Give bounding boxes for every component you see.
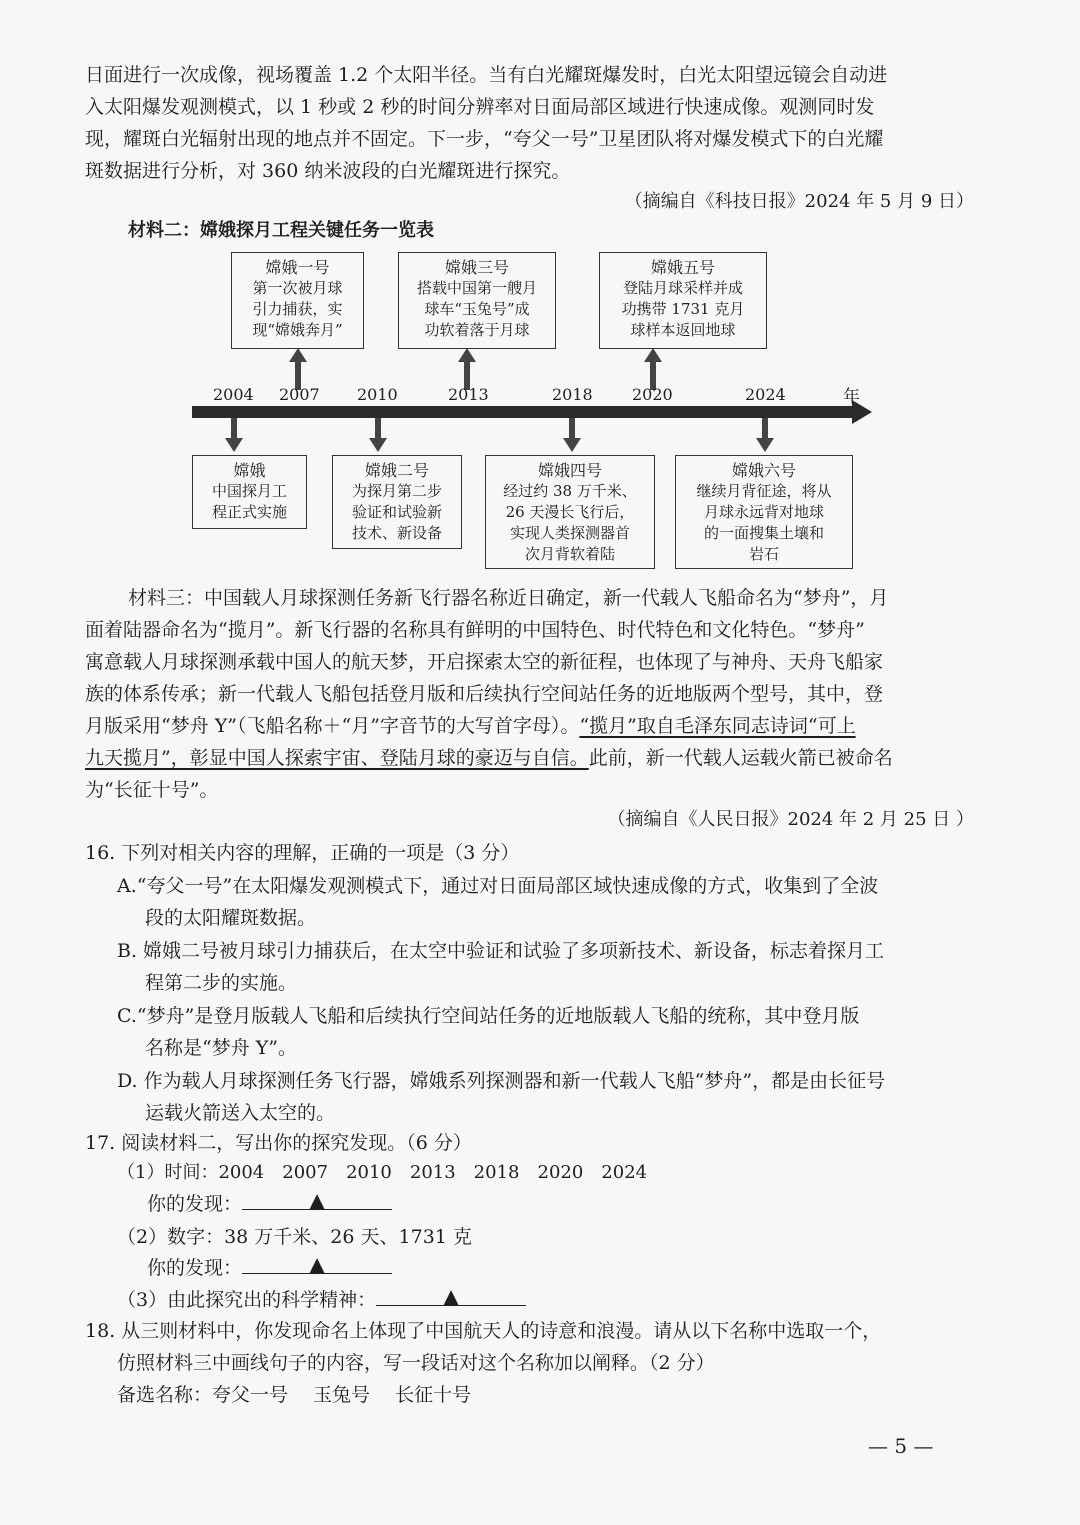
box-change-program <box>192 455 307 529</box>
q16-option-b-cont: 程第二步的实施。 <box>145 972 298 994</box>
box-line: 中国探月工 <box>211 482 287 500</box>
triangle-icon: ▲ <box>309 1252 325 1276</box>
axis-unit: 年 <box>843 387 860 407</box>
year-2010: 2010 <box>357 385 398 404</box>
box-line: 的一面搜集土壤和 <box>703 524 824 542</box>
box-line: 26 天漫长飞行后， <box>505 503 635 521</box>
year-2018: 2018 <box>552 385 593 404</box>
q16-option-d-cont: 运载火箭送入太空的。 <box>145 1102 336 1124</box>
intro-line-2: 入太阳爆发观测模式，以 1 秒或 2 秒的时间分辨率对日面局部区域进行快速成像。观测同时发 <box>85 96 875 118</box>
q16-option-b: B. 嫦娥二号被月球引力捕获后，在太空中验证和试验了多项新技术、新设备，标志着探月工 <box>117 940 885 962</box>
box-line: 功软着落于月球 <box>424 321 530 339</box>
answer-blank[interactable] <box>376 1285 526 1306</box>
box-change-5 <box>599 252 767 349</box>
box-line: 岩石 <box>748 545 779 563</box>
box-change-4 <box>485 455 655 569</box>
material3-line-6 <box>85 742 990 774</box>
box-line: 引力捕获，实 <box>252 300 343 318</box>
answer-label: 你的发现： <box>147 1257 243 1279</box>
q16-option-a: A.“夸父一号”在太阳爆发观测模式下，通过对日面局部区域快速成像的方式，收集到了全波 <box>117 875 879 897</box>
box-change-3 <box>398 252 556 349</box>
box-line: 实现人类探测器首 <box>509 524 630 542</box>
triangle-icon: ▲ <box>309 1188 325 1212</box>
material3-text: 此前，新一代载人运载火箭已被命名 <box>588 747 893 769</box>
material3-line-3: 寓意载人月球探测承载中国人的航天梦，开启探索太空的新征程，也体现了与神舟、天舟飞船家 <box>85 651 884 673</box>
answer-label: 你的发现： <box>147 1193 243 1215</box>
material3-line-1 <box>128 582 988 614</box>
box-line: 搭载中国第一艘月 <box>416 279 537 297</box>
answer-label: （3）由此探究出的科学精神： <box>117 1289 377 1311</box>
box-line: 次月背软着陆 <box>524 545 615 563</box>
box-change-4-title: 嫦娥四号 <box>537 461 602 480</box>
box-change-6 <box>675 455 853 569</box>
q17-stem: 17. 阅读材料二，写出你的探究发现。（6 分） <box>85 1132 472 1154</box>
q16-option-a-cont: 段的太阳耀斑数据。 <box>145 907 317 929</box>
box-change-3-title: 嫦娥三号 <box>444 258 509 277</box>
page-number: — 5 — <box>868 1434 934 1458</box>
q16-stem: 16. 下列对相关内容的理解，正确的一项是（3 分） <box>85 842 520 864</box>
box-line: 登陆月球采样并成 <box>622 279 743 297</box>
box-change-2-title: 嫦娥二号 <box>364 461 429 480</box>
box-line: 为探月第二步 <box>351 482 442 500</box>
answer-blank[interactable] <box>242 1189 392 1210</box>
box-line: 第一次被月球 <box>252 279 343 297</box>
box-line: 球样本返回地球 <box>630 321 736 339</box>
material3-line-2: 面着陆器命名为“揽月”。新飞行器的名称具有鲜明的中国特色、时代特色和文化特色。“梦舟” <box>85 619 865 641</box>
intro-line-4: 斑数据进行分析，对 360 纳米波段的白光耀斑进行探究。 <box>85 160 571 182</box>
q17-part-3 <box>117 1285 526 1315</box>
underlined-sentence: “揽月”取自毛泽东同志诗词“可上 <box>579 715 856 737</box>
box-change-2 <box>332 455 462 549</box>
intro-line-1: 日面进行一次成像，视场覆盖 1.2 个太阳半径。当有白光耀斑爆发时，白光太阳望远镜会自动进 <box>85 64 888 86</box>
q17-answer-1 <box>147 1189 392 1219</box>
year-2004: 2004 <box>213 385 254 404</box>
box-change-program-title: 嫦娥 <box>233 461 266 480</box>
q18-options: 备选名称：夸父一号 玉兔号 长征十号 <box>117 1384 472 1406</box>
material2-title: 材料二：嫦娥探月工程关键任务一览表 <box>128 220 434 241</box>
material3-text: 材料三：中国载人月球探测任务新飞行器名称近日确定，新一代载人飞船命名为“梦舟”，月 <box>128 587 889 609</box>
box-line: 经过约 38 万千米、 <box>503 482 637 500</box>
year-2020: 2020 <box>632 385 673 404</box>
box-line: 现“嫦娥奔月” <box>252 321 343 339</box>
material3-line-7: 为“长征十号”。 <box>85 779 219 801</box>
box-change-5-title: 嫦娥五号 <box>650 258 715 277</box>
intro-source: （摘编自《科技日报》2024 年 5 月 9 日） <box>624 191 974 212</box>
intro-line-3: 现，耀斑白光辐射出现的地点并不固定。下一步，“夸父一号”卫星团队将对爆发模式下的白光耀 <box>85 128 884 150</box>
q17-answer-2 <box>147 1253 392 1283</box>
box-change-1-title: 嫦娥一号 <box>265 258 330 277</box>
box-line: 程正式实施 <box>211 503 287 521</box>
year-2024: 2024 <box>745 385 786 404</box>
q18-line-2: 仿照材料三中画线句子的内容，写一段话对这个名称加以阐释。（2 分） <box>117 1352 715 1374</box>
material3-source: （摘编自《人民日报》2024 年 2 月 25 日 ） <box>607 809 974 830</box>
box-line: 验证和试验新 <box>351 503 442 521</box>
box-line: 功携带 1731 克月 <box>621 300 745 318</box>
triangle-icon: ▲ <box>443 1284 459 1308</box>
box-line: 技术、新设备 <box>351 524 442 542</box>
box-change-1 <box>231 252 364 349</box>
q16-option-c: C.“梦舟”是登月版载人飞船和后续执行空间站任务的近地版载人飞船的统称，其中登月版 <box>117 1005 860 1027</box>
box-change-6-title: 嫦娥六号 <box>731 461 796 480</box>
box-line: 月球永远背对地球 <box>703 503 824 521</box>
year-2013: 2013 <box>448 385 489 404</box>
q16-option-d: D. 作为载人月球探测任务飞行器，嫦娥系列探测器和新一代载人飞船“梦舟”，都是由长征号 <box>117 1070 886 1092</box>
box-line: 球车“玉兔号”成 <box>424 300 530 318</box>
q17-part-2: （2）数字：38 万千米、26 天、1731 克 <box>117 1226 472 1248</box>
material3-line-4: 族的体系传承；新一代载人飞船包括登月版和后续执行空间站任务的近地版两个型号，其中，登 <box>85 683 884 705</box>
q16-option-c-cont: 名称是“梦舟 Y”。 <box>145 1037 298 1059</box>
year-2007: 2007 <box>279 385 320 404</box>
material3-text: 月版采用“梦舟 Y”（飞船名称＋“月”字音节的大写首字母）。 <box>85 715 580 737</box>
box-line: 继续月背征途，将从 <box>696 482 832 500</box>
material3-line-5 <box>85 710 990 742</box>
q18-line-1: 18. 从三则材料中，你发现命名上体现了中国航天人的诗意和浪漫。请从以下名称中选取一个， <box>85 1320 882 1342</box>
q17-part-1: （1）时间：2004 2007 2010 2013 2018 2020 2024 <box>117 1162 648 1183</box>
answer-blank[interactable] <box>242 1253 392 1274</box>
underlined-sentence: 九天揽月”，彰显中国人探索宇宙、登陆月球的豪迈与自信。 <box>85 747 589 769</box>
